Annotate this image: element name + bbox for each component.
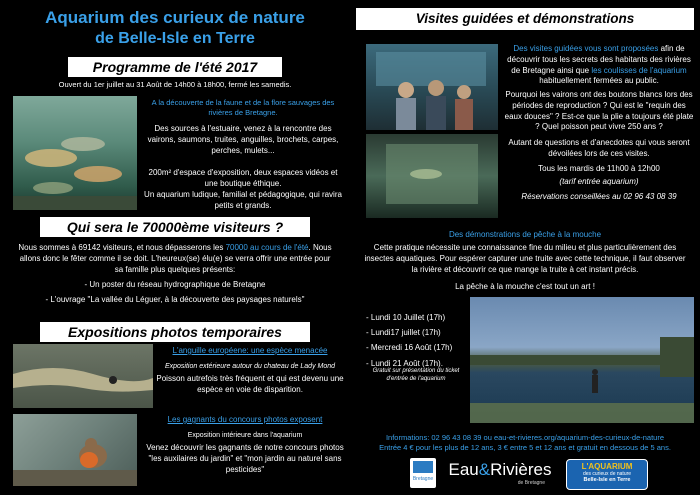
- guided-visit-photo: [366, 44, 498, 130]
- contest-location: Exposition intérieure dans l'aquarium: [187, 432, 303, 439]
- eel-location: Exposition extérieure autour du chateau de Lady Mond: [164, 363, 336, 370]
- region-logo-mark: [413, 461, 433, 473]
- river-photo: [470, 297, 694, 423]
- visites-schedule: Tous les mardis de 11h00 à 12h00: [538, 164, 660, 173]
- eel-title: L'anguille européene: une espèce menacée: [172, 346, 328, 355]
- aquarium-logo-title: L'AQUARIUM: [581, 462, 633, 471]
- eel-illustration: [13, 344, 153, 408]
- peche-note: Gratuit sur présentation du ticket d'entrée de l'aquarium: [372, 368, 460, 382]
- visites-link-1: Des visites guidées vous sont proposées: [513, 44, 659, 53]
- visitor-text-a: Nous sommes à 69142 visiteurs, et nous dépasserons les: [18, 243, 226, 252]
- aquarium-logo-place: Belle-Isle en Terre: [583, 477, 631, 483]
- visites-tarif: (tarif entrée aquarium): [559, 177, 639, 186]
- aquarium-photo: [366, 134, 498, 218]
- intro-paragraph-1: Des sources à l'estuaire, venez à la rencontre des vairons, saumons, truites, anguilles, brochets, carpes, perches, mulets...: [147, 124, 339, 155]
- visites-reservation: Réservations conseillées au 02 96 43 08 39: [521, 192, 677, 201]
- visites-paragraph-3: Autant de questions et d'anecdotes qui vous seront dévoilées lors de ces visites.: [508, 138, 690, 158]
- right-column: [350, 0, 700, 495]
- intro-paragraph-3: Un aquarium ludique, familial et pédagogique, qui ravira petits et grands.: [144, 190, 342, 210]
- contest-title: Les gagnants du concours photos exposent: [167, 415, 323, 424]
- fish-photo: [13, 96, 137, 210]
- eau-rivieres-amp: &: [478, 460, 491, 479]
- eau-rivieres-wordmark: [445, 460, 555, 480]
- visitor-highlight: 70000 au cours de l'été: [225, 243, 309, 252]
- peche-dates: [366, 310, 476, 371]
- visites-text-2: habituellement fermées au public.: [539, 76, 659, 86]
- visites-text-1: afin de découvrir tous les secrets des habitants des rivières de Bretagne ainsi que: [507, 44, 691, 75]
- visitor-paragraph: [15, 243, 335, 275]
- visitor-gift-1: - Un poster du réseau hydrographique de Bretagne: [84, 280, 266, 289]
- robin-illustration: [13, 414, 137, 486]
- visitor-text-b: . Nous allons donc le fêter comme il se doit. L'heureux(se) élu(e) se verra offrir une entrée pour sa famille plus quelques présents:: [19, 243, 332, 274]
- region-logo: [410, 458, 436, 488]
- peche-date: - Mercredi 16 Août (17h): [366, 343, 453, 353]
- info-line-1: Informations: 02 96 43 08 39 ou eau-et-rivieres.org/aquarium-des-curieux-de-nature: [385, 433, 665, 442]
- page-subtitle: de Belle-Isle en Terre: [95, 30, 255, 47]
- intro-subtitle: A la découverte de la faune et de la flore sauvages des rivières de Bretagne.: [151, 98, 335, 118]
- visites-link-2: les coulisses de l'aquarium: [591, 65, 687, 75]
- eel-description: Poisson autrefois très fréquent et qui est devenu une espèce en voie de disparition.: [156, 374, 344, 394]
- info-line-2: Entrée 4 € pour les plus de 12 ans, 3 € entre 5 et 12 ans et gratuit en dessous de 5 ans.: [379, 443, 671, 452]
- peche-description: Cette pratique nécessite une connaissance fine du milieu et plus particulièrement des insectes aquatiques. Pour espérer capturer une truite avec cette technique, il faut observer la rivière et découvrir ce que mange la truite à cet instant précis.: [364, 243, 686, 274]
- peche-date: - Lundi 21 Août (17h).: [366, 358, 443, 368]
- aquarium-logo-sub: des curieux de nature: [582, 471, 632, 477]
- aquarium-logo: [566, 459, 648, 490]
- aquarium-illustration: [366, 134, 498, 218]
- region-logo-text: Bretagne: [412, 476, 434, 482]
- fish-illustration: [13, 96, 137, 210]
- intro-paragraph-2: 200m² d'espace d'exposition, deux espaces vidéos et une boutique éthique.: [148, 168, 338, 188]
- peche-heading: Des démonstrations de pêche à la mouche: [448, 230, 602, 239]
- eau-rivieres-part-2: Rivières: [490, 460, 552, 479]
- programme-banner: Programme de l'été 2017: [68, 57, 282, 77]
- expos-banner: Expositions photos temporaires: [40, 322, 310, 342]
- opening-hours: Ouvert du 1er juillet au 31 Août de 14h00 à 18h00, fermé les samedis.: [58, 80, 292, 89]
- peche-slogan: La pêche à la mouche c'est tout un art !: [455, 282, 595, 291]
- eau-rivieres-part-1: Eau: [448, 460, 479, 479]
- visitors-illustration: [366, 44, 498, 130]
- eau-rivieres-logo: [445, 460, 555, 490]
- visitor-gift-2: - L'ouvrage "La vallée du Léguer, à la découverte des paysages naturels": [45, 295, 305, 304]
- eau-rivieres-sub: de Bretagne: [517, 480, 545, 486]
- peche-date: - Lundi 10 Juillet (17h): [366, 313, 446, 322]
- visites-paragraph-1: [504, 44, 694, 87]
- visitor-banner: Qui sera le 70000ème visiteurs ?: [40, 217, 310, 237]
- eel-photo: [13, 344, 153, 408]
- visites-banner: Visites guidées et démonstrations: [356, 8, 694, 30]
- page-title: Aquarium des curieux de nature: [45, 8, 305, 27]
- robin-photo: [13, 414, 137, 486]
- contest-description: Venez découvrir les gagnants de notre concours photos "les auxilaires du jardin" et "mon jardin au naturel sans pesticides": [146, 443, 344, 474]
- peche-date: - Lundi17 juillet (17h): [366, 328, 441, 338]
- river-illustration: [470, 297, 694, 423]
- visites-paragraph-2: Pourquoi les vairons ont des boutons blancs lors des périodes de reproduction ? Qui est le "requin des eaux douces" ? Est-ce que la plie a toujours été plate ? Quel poisson peut vivre 250 ans ?: [504, 90, 694, 132]
